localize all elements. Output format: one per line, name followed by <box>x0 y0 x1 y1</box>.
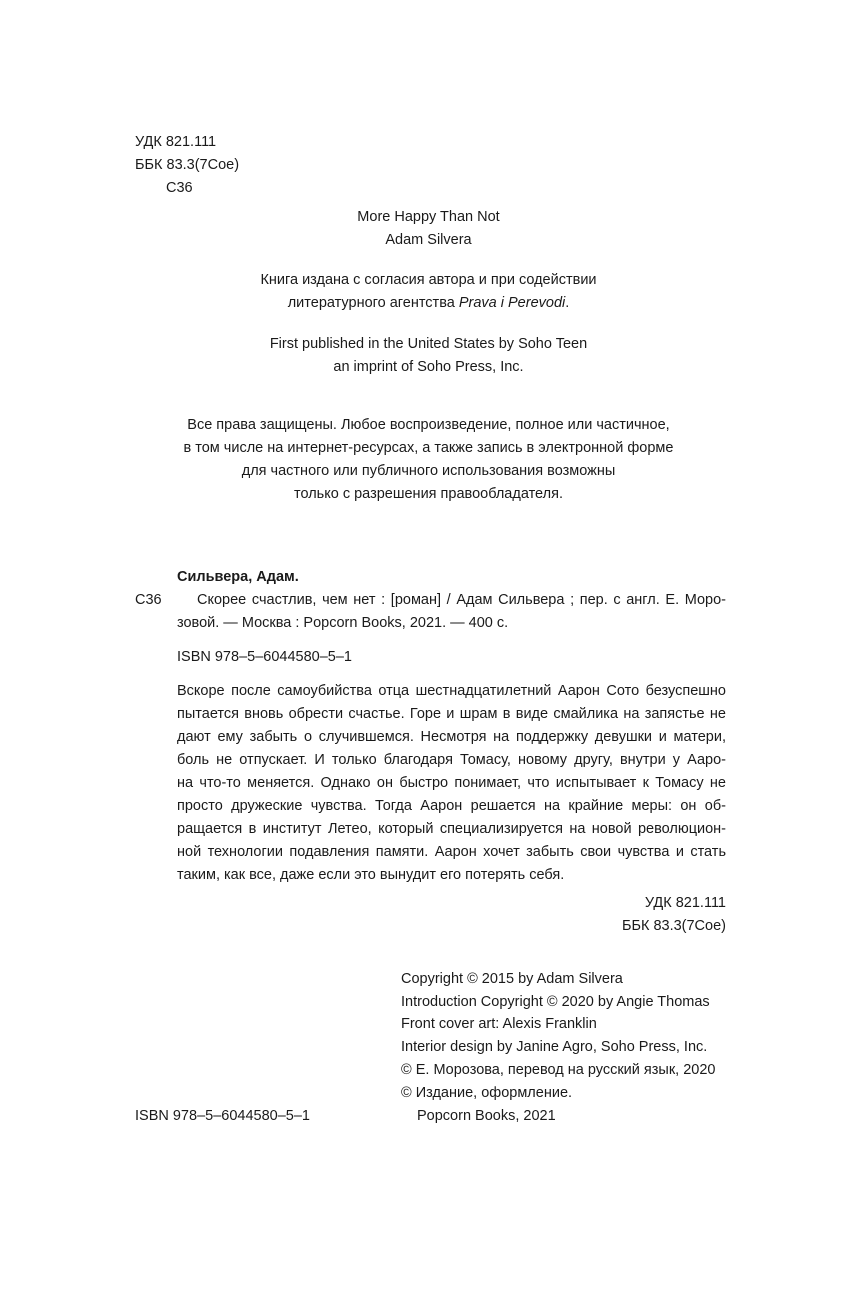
copyright-line: Interior design by Janine Agro, Soho Press, Inc. <box>401 1039 708 1055</box>
copyright-line: Introduction Copyright © 2020 by Angie Thomas <box>401 994 710 1010</box>
first-published-line2: an imprint of Soho Press, Inc. <box>333 359 524 375</box>
rights-line: Все права защищены. Любое воспроизведение, полное или частичное, <box>187 417 670 433</box>
first-published-line1: First published in the United States by Soho Teen <box>269 336 588 352</box>
annotation-line: ращается в институт Летео, который специализируется на новой революцион- <box>177 821 726 837</box>
original-author: Adam Silvera <box>385 232 472 248</box>
copyright-line: © Е. Морозова, перевод на русский язык, 2020 <box>401 1062 716 1078</box>
original-title: More Happy Than Not <box>357 209 500 225</box>
catalog-mark: С36 <box>135 592 162 608</box>
annotation-line: ной технологии подавления памяти. Аарон хочет забыть свои чувства и стать <box>177 844 726 860</box>
agency-note-suffix: . <box>565 295 570 311</box>
footer-isbn: ISBN 978–5–6044580–5–1 <box>135 1108 310 1124</box>
rights-line: для частного или публичного использования возможны <box>241 463 616 479</box>
agency-note-line1: Книга издана с согласия автора и при содействии <box>260 272 597 288</box>
catalog-heading: Сильвера, Адам. <box>177 569 299 585</box>
catalog-isbn: ISBN 978–5–6044580–5–1 <box>177 649 352 665</box>
udk-code: УДК 821.111 <box>135 134 217 150</box>
bbk-code: ББК 83.3(7Сое) <box>135 157 240 173</box>
author-mark: С36 <box>166 180 193 196</box>
agency-note-prefix: литературного агентства <box>287 295 459 311</box>
annotation-line: пытается вновь обрести счастье. Горе и шрам в виде смайлика на запястье не <box>177 706 726 722</box>
annotation-line: на что-то меняется. Однако он быстро понимает, что испытывает к Томасу не <box>177 775 726 791</box>
rights-line: в том числе на интернет-ресурсах, а также запись в электронной форме <box>183 440 674 456</box>
agency-note-line2 <box>0 292 857 315</box>
annotation-line: таким, как все, даже если это вынудит его потерять себя. <box>177 867 565 883</box>
copyright-publisher-line: Popcorn Books, 2021 <box>417 1108 556 1124</box>
catalog-entry-line2: зовой. — Москва : Popcorn Books, 2021. — 400 с. <box>177 615 509 631</box>
catalog-entry-line1: Скорее счастлив, чем нет : [роман] / Адам Сильвера ; пер. с англ. Е. Моро- <box>197 592 726 608</box>
copyright-line: © Издание, оформление. <box>401 1085 573 1101</box>
annotation-line: дают ему забыть о случившемся. Несмотря на поддержку девушки и матери, <box>177 729 726 745</box>
rights-line: только с разрешения правообладателя. <box>294 486 563 502</box>
agency-name: Prava i Perevodi <box>458 295 566 311</box>
copyright-line: Front cover art: Alexis Franklin <box>401 1016 597 1032</box>
annotation-line: Вскоре после самоубийства отца шестнадцатилетний Аарон Сото безуспешно <box>177 683 726 699</box>
catalog-udk: УДК 821.111 <box>644 895 726 911</box>
annotation-line: просто дружеские чувства. Тогда Аарон решается на крайние меры: он об- <box>177 798 726 814</box>
copyright-line: Copyright © 2015 by Adam Silvera <box>401 971 623 987</box>
catalog-bbk: ББК 83.3(7Сое) <box>621 918 726 934</box>
annotation-line: боль не отпускает. И только благодаря Томасу, новому другу, внутри у Ааро- <box>177 752 726 768</box>
